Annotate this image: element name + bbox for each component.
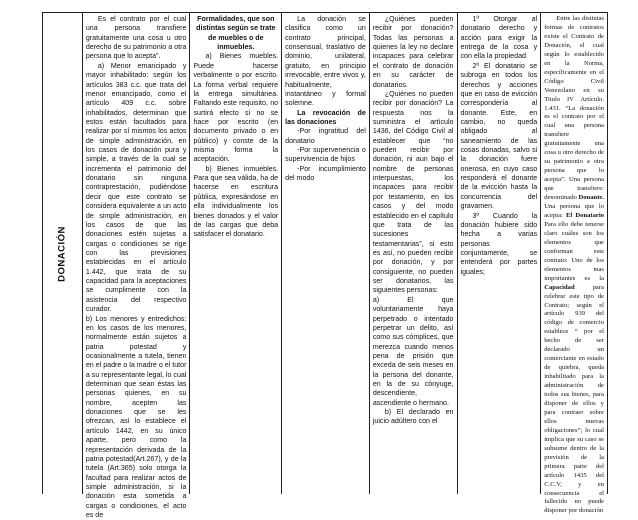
column-commentary [541, 13, 607, 494]
col3-paragraph: -Por supervenencia o supervivencia de hijos [285, 146, 366, 165]
col4-paragraph: a) El que voluntariamente haya perpetrado o intentado perpetrar un delito, así como sus cómplices, que merezca cuando menos pena de prisión que exceda de seis meses en la persona del donante, en la de su cónyuge, descendiente, ascendiente o hermano. [373, 296, 454, 408]
col1-paragraph: a) Menor emancipado y mayor inhabilitado: según los artículos 383 c.c. que trata del menor emancipado, como el artículo 409 c.c. sobre inhabilitados, determinan que estos están facultados para realizar por sí mismos los actos de simple administración, en los casos de donación pura y simple, a través de la cual se incrementa el patrimonio del donatario sin ninguna contraprestación, pudiéndose decir que este contrato se considera equivalente a un acto de simple administración, en los casos de que las donaciones estén sujetas a cargas o condiciones se rige con las previsiones establecidas en el artículo 1.442, que trata de su capacidad para la aceptaciones se cumplimente con la asistencia del respectivo curador. [86, 62, 187, 315]
donante-term: Donante. [579, 194, 604, 201]
column-definition-capacity [83, 13, 191, 494]
donation-table [42, 12, 608, 494]
col3-paragraph: -Por incumplimiento del modo [285, 165, 366, 184]
col2-heading: Formalidades, que son distintas según se trate de muebles o de inmuebles. [193, 15, 278, 52]
col5-paragraph: 2º El donatario se subroga en todos los derechos y acciones que en caso de evicción correspondería al donante. Este, en cambio, no queda obligado al saneamiento de las cosas donadas, salvo si la donación fuere onerosa, en cuyo caso responderá el donante de la evicción hasta la concurrencia del gravamen. [461, 62, 538, 212]
col2-paragraph: a) Bienes muebles. Puede hacerse verbalmente o por escrito. La forma verbal requiere la entrega simultánea. Faltando este requisito, no surtirá efecto si no se hace por escrito (en documento privado o en público) y conste de la misma forma la aceptación. [193, 52, 278, 164]
col3-heading: La revocación de las donaciones [285, 109, 366, 128]
col4-paragraph: b) El declarado en juicio adúltero con el [373, 408, 454, 427]
col1-paragraph: Es el contrato por el cual una persona transfiere gratuitamente una cosa u otro derecho de su patrimonio a otra persona que lo acepta”. [86, 15, 187, 62]
col5-paragraph: 3º Cuando la donación hubiere sido hecha a varias personas conjuntamente, se entenderá por partes iguales; [461, 212, 538, 278]
col3-paragraph: -Por ingratitud del donatario [285, 127, 366, 146]
col5-paragraph: 1º Otorgar al donatario derecho y acción para exigir la entrega de la cosa y con ella la propiedad [461, 15, 538, 62]
column-recipients [370, 13, 458, 494]
col3-paragraph: La donación se clasifica como un contrato principal, consensual, traslativo de dominio, unilateral, gratuito, en principio irrevocable, entre vivos y, habitualmente, instantáneo y formal solemne. [285, 15, 366, 109]
row-label: DONACIÓN [57, 226, 68, 282]
column-effects [458, 13, 542, 494]
row-header [43, 13, 83, 494]
column-formalities [190, 13, 282, 494]
capacidad-term: Capacidad [544, 284, 574, 291]
col1-paragraph: b) Los menores y entredichos: en los casos de los menores, normalmente están sujetos a patria potestad y ocasionalmente a tutela, tienen en el padre o la madre o el tutor a su representante legal, lo cual determinan que sean éstas las personas quienes, en su nombre, acepten las donaciones que se les ofrezcan, así lo establece el artículo 1442, en su único aparte, pero como la representación derivada de la patria potestad(Art.267), y de la tutela (Art.365) solo otorga la facultad para realizar actos de simple administración, si la donación esta sometida a cargas o condiciones, el acto es de [86, 315, 187, 520]
column-classification [282, 13, 370, 494]
col4-paragraph: ¿Quiénes no pueden recibir por donación? La respuesta nos la suministra el artículo 1436, del Código Civil al establecer que “no pueden recibir por donación, ni aun bajo el nombre de personas interpuestas, los incapaces para recibir por testamento, en los casos y del modo establecido en el capítulo que trata de las sucesiones testamentarias”, si esto es así, no pueden recibir por donación, y por consiguiente, no pueden ser donatarios, las siguientes personas: [373, 90, 454, 296]
col4-paragraph: ¿Quiénes pueden recibir por donación? Todas las personas a quienes la ley no declare incapaces para celebrar el contrato de donación en su carácter de donatarios. [373, 15, 454, 90]
donatario-term: El Donatario [566, 212, 604, 219]
col6-paragraph: Entre las distintas formas de contratos existe el Contrato de Donación, el cual según lo establecido en la Norma, específicamente en el Código Civil Venezolano en su Titulo IV Artículo. 1.431. “La donación es el contrato por el cual una persona transfiere gratuitamente una cosa u otro derecho de su patrimonio a otra persona que lo acepta”. Una persona que transfiere: denominado Donante. Una persona que lo acepta: El Donatario Para ello debe tenerse claro cuáles son los elementos que conforman este contrato: Uno de los elementos mas importantes es la Capacidad para celebrar este tipo de Contrato; según el artículo 939 del código de comercio establece “ por el hecho de ser declarado un comerciante en estado de quiebra, queda inhabilitado para la administración de todos sus bienes, para disponer de ellos y para contraer sobre ellos nuevas obligaciones”; lo cual implica que su caso se subsume dentro de la previsión de la primera parte del artículo 1435 del C.C.V, y en consecuencia el fallecido no puede disponer por donación [544, 15, 604, 516]
col2-paragraph: b) Bienes inmuebles. Para que sea válida, ha de hacerse en escritura pública, expresándose en ella individualmente los bienes donados y el valor de las cargas que deba satisfacer el donatario. [193, 165, 278, 240]
